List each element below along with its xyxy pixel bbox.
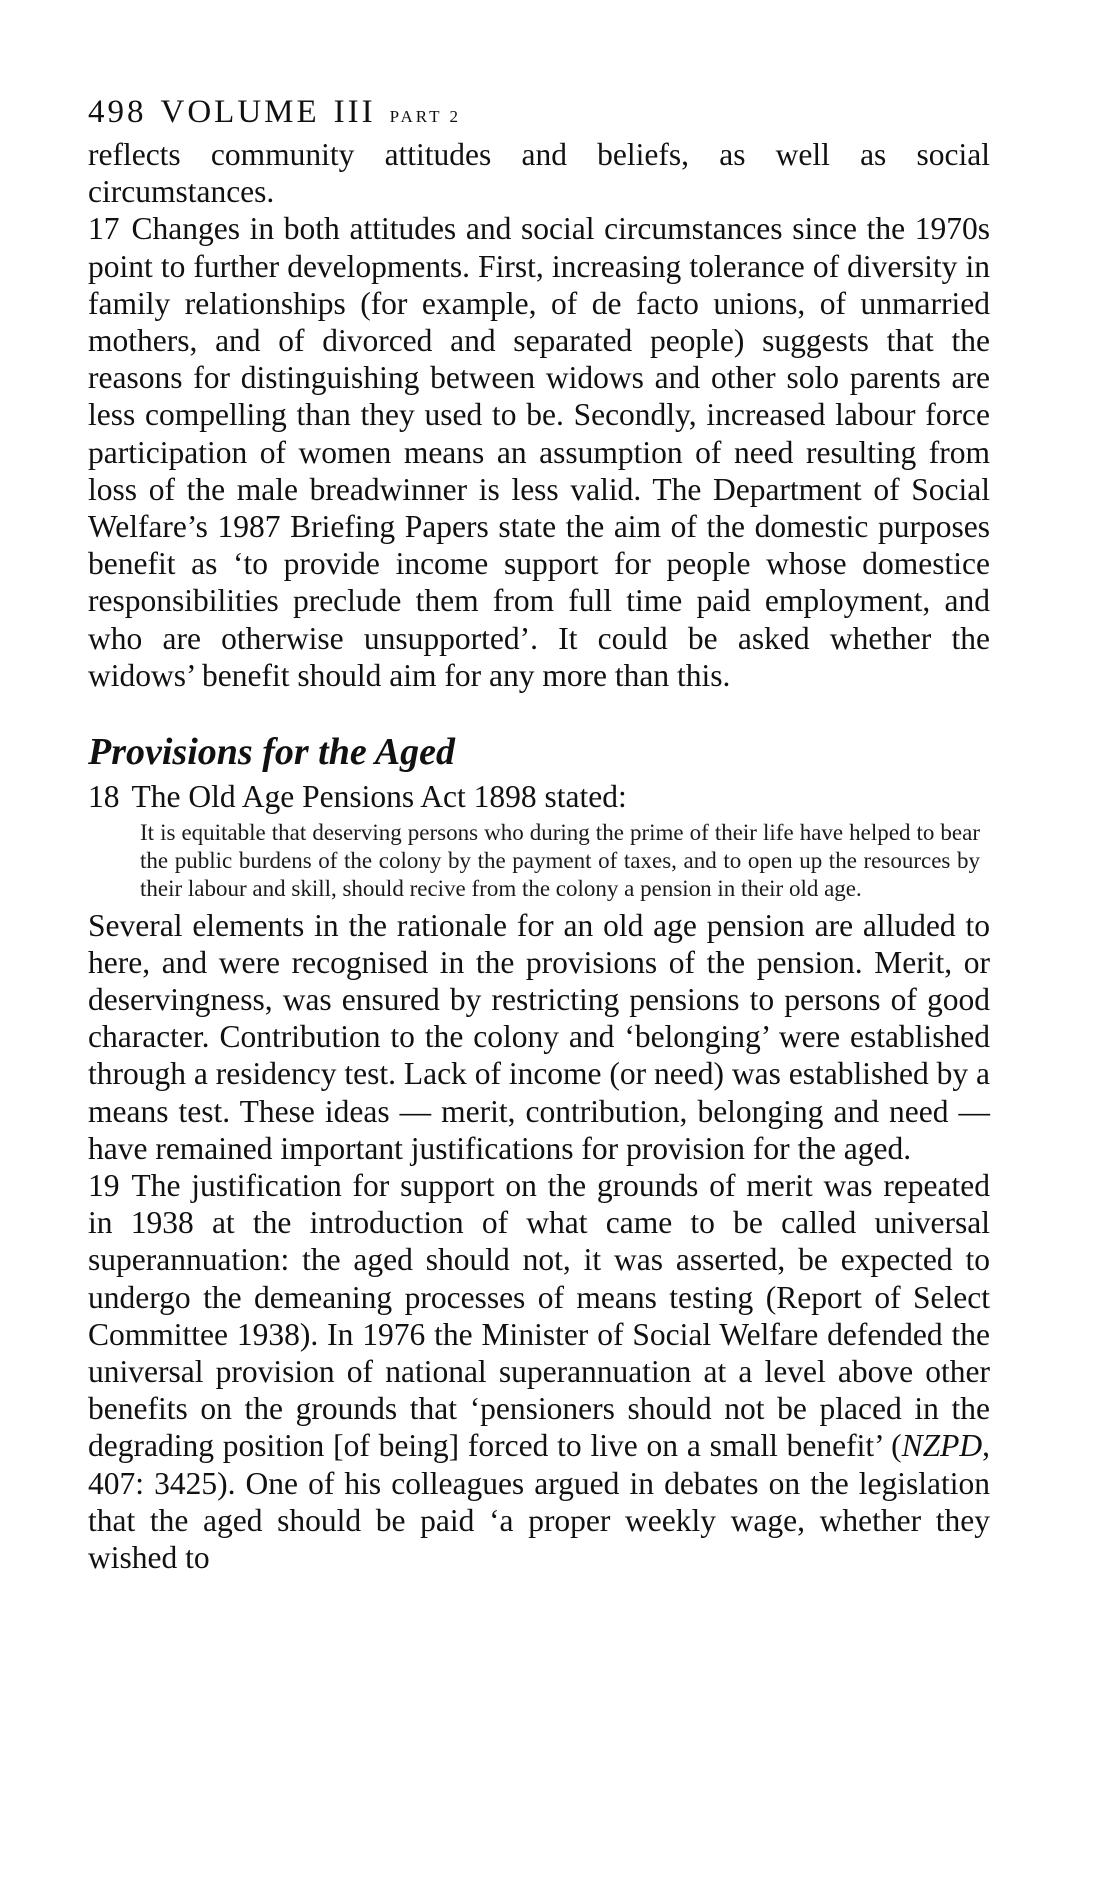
volume-number: III [333, 94, 376, 130]
paragraph-18-number: 18 [88, 779, 120, 815]
paragraph-19-text-a: The justification for support on the grounds of merit was repeated in 1938 at the introduction of what came to be called universal superannuation: the aged should not, it was asserted, be expected to undergo the demeaning processes of means testing (Report of Select Committee 1938). In 1976 the Minister of Social Welfare defended the universal provision of national superannuation at a level above other benefits on the grounds that ‘pensioners should not be placed in the degrading position [of being] forced to live on a small benefit’ ( [88, 1168, 990, 1464]
paragraph-continued-text: reflects community attitudes and beliefs, as well as social circumstances. [88, 137, 990, 210]
paragraph-18-continued [88, 907, 990, 1167]
paragraph-continued [88, 136, 990, 210]
paragraph-18 [88, 778, 990, 815]
volume-label: VOLUME [160, 94, 320, 130]
paragraph-18-text: The Old Age Pensions Act 1898 stated: [131, 779, 627, 815]
paragraph-19 [88, 1167, 990, 1576]
paragraph-19-text-b: , 407: 3425). One of his colleagues argued in debates on the legislation that the aged should be paid ‘a proper weekly wage, whether they wished to [88, 1428, 990, 1576]
document-page [88, 92, 990, 1576]
running-head [88, 92, 990, 132]
paragraph-19-number: 19 [88, 1168, 120, 1204]
paragraph-18-continued-text: Several elements in the rationale for an old age pension are alluded to here, and were recognised in the provisions of the pension. Merit, or deservingness, was ensured by restricting pensions to persons of good character. Contribution to the colony and ‘belonging’ were established through a residency test. Lack of income (or need) was established by a means test. These ideas — merit, contribution, belonging and need — have remained important justifications for provision for the aged. [88, 907, 990, 1166]
page-number: 498 [88, 94, 147, 130]
paragraph-17-number: 17 [88, 211, 120, 247]
paragraph-17 [88, 210, 990, 694]
section-heading: Provisions for the Aged [88, 731, 455, 774]
paragraph-17-text: Changes in both attitudes and social circumstances since the 1970s point to further developments. First, increasing tolerance of diversity in family relationships (for example, of de facto unions, of unmarried mothers, and of divorced and separated people) suggests that the reasons for distinguishing between widows and other solo parents are less compelling than they used to be. Secondly, increased labour force participation of women means an assumption of need resulting from loss of the male breadwinner is less valid. The Department of Social Welfare’s 1987 Briefing Papers state the aim of the domestic purposes benefit as ‘to provide income support for people whose domestice responsibilities preclude them from full time paid employment, and who are otherwise unsupported’. It could be asked whether the widows’ benefit should aim for any more than this. [88, 211, 990, 693]
paragraph-19-citation: NZPD [901, 1428, 983, 1464]
block-quote: It is equitable that deserving persons who during the prime of their life have helped to bear the public burdens of the colony by the payment of taxes, and to open up the resources by their labour and skill, should recive from the colony a pension in their old age. [140, 820, 980, 901]
part-label: PART 2 [389, 107, 461, 126]
